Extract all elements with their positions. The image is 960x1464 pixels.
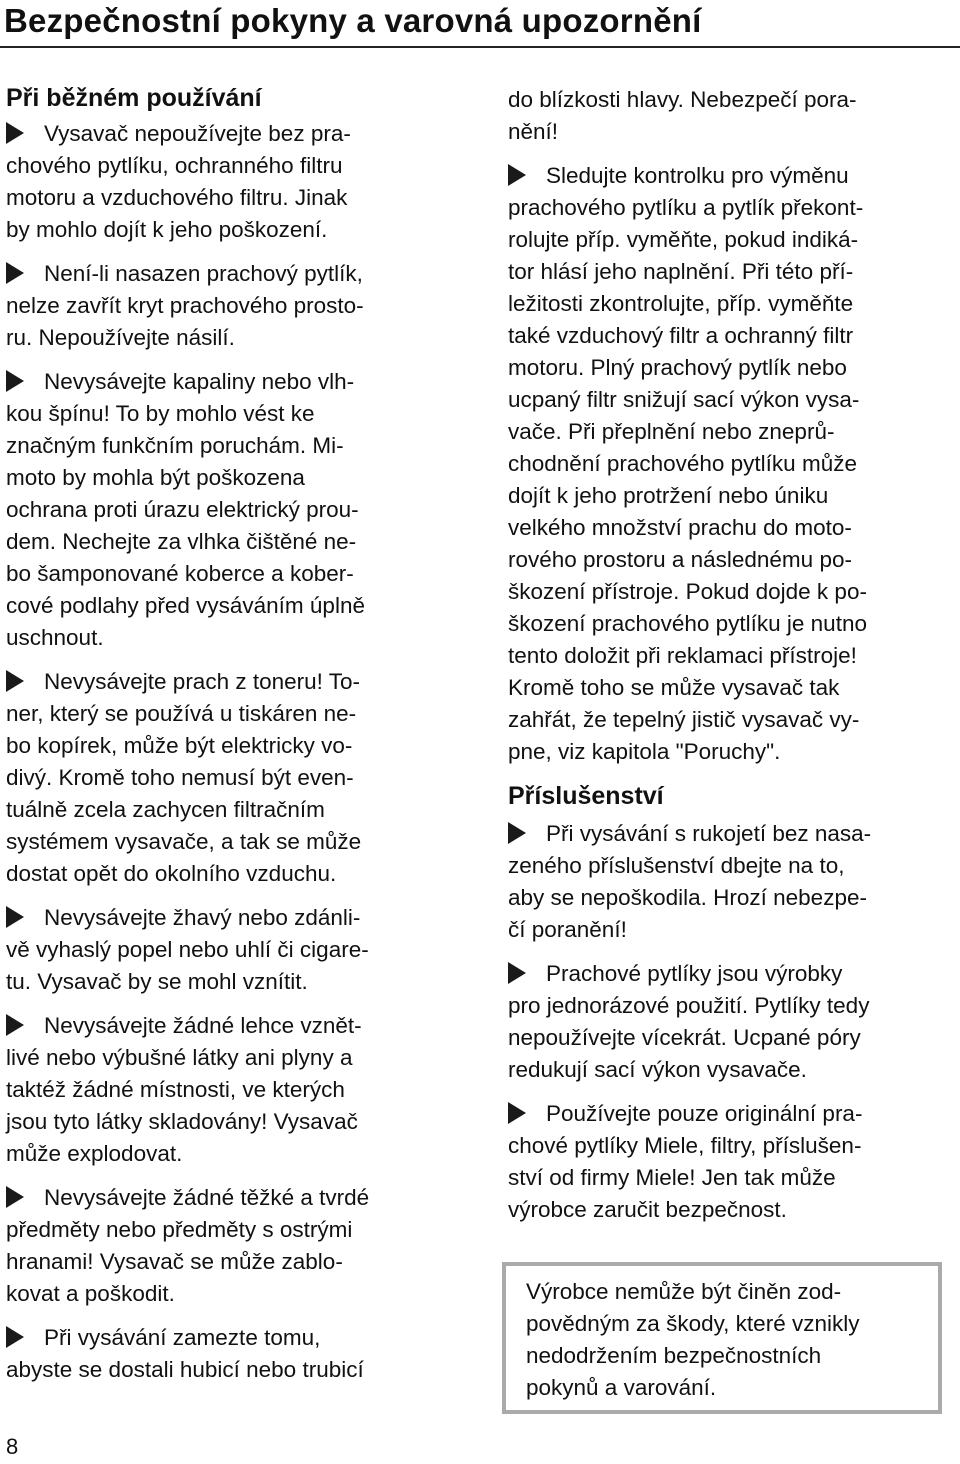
text-line <box>6 430 458 462</box>
text-line-content: bo šamponované koberce a kober- <box>6 561 354 586</box>
text-line-content: dojít k jeho protržení nebo úniku <box>508 483 829 508</box>
text-line-content: motoru a vzduchového filtru. Jinak <box>6 185 348 210</box>
text-line <box>6 322 458 354</box>
section-heading-normal-use: Při běžném používání <box>6 84 262 112</box>
text-line <box>508 958 948 990</box>
text-line <box>6 494 458 526</box>
text-line-content: prachového pytlíku a pytlík překont- <box>508 195 864 220</box>
bullet-triangle-icon <box>508 962 526 984</box>
text-line <box>6 558 458 590</box>
text-line <box>508 544 948 576</box>
text-line-content: Nevysávejte prach z toneru! To- <box>44 669 360 694</box>
text-line <box>6 666 458 698</box>
text-line <box>6 730 458 762</box>
text-line-content: nelze zavřít kryt prachového prosto- <box>6 293 364 318</box>
text-line <box>6 258 458 290</box>
page-number: 8 <box>6 1434 19 1459</box>
section-heading-accessories: Příslušenství <box>508 782 664 810</box>
text-line-content: výrobce zaručit bezpečnost. <box>508 1197 787 1222</box>
text-line-content: pne, viz kapitola "Poruchy". <box>508 739 781 764</box>
text-line <box>6 1278 458 1310</box>
bullet-paragraph <box>6 666 458 890</box>
text-line-content: taktéž žádné místnosti, ve kterých <box>6 1077 345 1102</box>
text-line <box>508 736 948 768</box>
text-line-content: by mohlo dojít k jeho poškození. <box>6 217 328 242</box>
text-line-content: ležitosti zkontrolujte, příp. vyměňte <box>508 291 854 316</box>
bullet-triangle-icon <box>508 164 526 186</box>
bullet-triangle-icon <box>6 670 24 692</box>
text-line <box>6 1182 458 1214</box>
text-line <box>508 1130 948 1162</box>
text-line <box>508 352 948 384</box>
text-line <box>508 384 948 416</box>
title-divider <box>0 46 960 48</box>
text-line-content: abyste se dostali hubicí nebo trubicí <box>6 1357 364 1382</box>
bullet-paragraph <box>6 1010 458 1170</box>
text-line <box>6 150 458 182</box>
left-paragraph-list <box>6 118 458 1386</box>
bullet-triangle-icon <box>6 262 24 284</box>
text-line <box>6 1214 458 1246</box>
text-line <box>6 698 458 730</box>
bullet-paragraph <box>508 958 948 1086</box>
text-line <box>6 462 458 494</box>
text-line <box>508 320 948 352</box>
bullet-paragraph <box>6 258 458 354</box>
text-line-content: dostat opět do okolního vzduchu. <box>6 861 337 886</box>
text-line <box>508 576 948 608</box>
text-line-content: dem. Nechejte za vlhka čištěné ne- <box>6 529 357 554</box>
text-line-content: vě vyhaslý popel nebo uhlí či cigare- <box>6 937 369 962</box>
text-line <box>508 990 948 1022</box>
text-line <box>508 914 948 946</box>
right-paragraph-list <box>508 160 948 768</box>
text-line <box>6 794 458 826</box>
text-line-content: ochrana proti úrazu elektrický prou- <box>6 497 359 522</box>
bullet-triangle-icon <box>6 1326 24 1348</box>
text-line <box>6 118 458 150</box>
text-line <box>508 288 948 320</box>
text-line-content: škození přístroje. Pokud dojde k po- <box>508 579 867 604</box>
text-line-content: Sledujte kontrolku pro výměnu <box>546 163 849 188</box>
text-line <box>508 1162 948 1194</box>
text-line-content: Nevysávejte žádné těžké a tvrdé <box>44 1185 370 1210</box>
text-line <box>508 192 948 224</box>
text-line <box>508 850 948 882</box>
bullet-triangle-icon <box>6 370 24 392</box>
text-line-content: motoru. Plný prachový pytlík nebo <box>508 355 847 380</box>
text-line-content: Při vysávání zamezte tomu, <box>44 1325 321 1350</box>
bullet-triangle-icon <box>508 1102 526 1124</box>
text-line <box>508 416 948 448</box>
text-line <box>508 608 948 640</box>
text-line-content: kovat a poškodit. <box>6 1281 175 1306</box>
text-line-content: Nevysávejte žhavý nebo zdánli- <box>44 905 361 930</box>
text-line-content: ru. Nepoužívejte násilí. <box>6 325 235 350</box>
text-line-content: Není-li nasazen prachový pytlík, <box>44 261 363 286</box>
text-line <box>508 1054 948 1086</box>
text-line <box>508 640 948 672</box>
text-line <box>6 1106 458 1138</box>
text-line-content: Při vysávání s rukojetí bez nasa- <box>546 821 872 846</box>
text-line-content: Vysavač nepoužívejte bez pra- <box>44 121 351 146</box>
text-line <box>6 1138 458 1170</box>
text-line-content: chového pytlíku, ochranného filtru <box>6 153 343 178</box>
page-title: Bezpečnostní pokyny a varovná upozornění <box>4 2 702 39</box>
text-line-content: hranami! Vysavač se může zablo- <box>6 1249 343 1274</box>
text-line <box>6 1354 458 1386</box>
bullet-paragraph <box>508 1098 948 1226</box>
text-line <box>6 1322 458 1354</box>
text-line <box>508 224 948 256</box>
text-line <box>508 512 948 544</box>
text-line: povědným za škody, které vznikly <box>526 1311 860 1336</box>
text-line-content: redukují sací výkon vysavače. <box>508 1057 807 1082</box>
text-line <box>508 1194 948 1226</box>
text-line <box>6 398 458 430</box>
text-line <box>508 818 948 850</box>
text-line <box>6 762 458 794</box>
text-line-content: ner, který se používá u tiskáren ne- <box>6 701 357 726</box>
text-line-content: divý. Kromě toho nemusí být even- <box>6 765 354 790</box>
text-line-content: značným funkčním poruchám. Mi- <box>6 433 344 458</box>
continued-paragraph <box>508 84 948 148</box>
text-line <box>508 704 948 736</box>
text-line-content: tu. Vysavač by se mohl vznítit. <box>6 969 308 994</box>
text-line <box>6 622 458 654</box>
text-line <box>6 290 458 322</box>
text-line-content: předměty nebo předměty s ostrými <box>6 1217 353 1242</box>
text-line-content: může explodovat. <box>6 1141 183 1166</box>
bullet-paragraph <box>508 160 948 768</box>
text-line: Výrobce nemůže být činěn zod- <box>526 1279 842 1304</box>
text-line <box>6 214 458 246</box>
text-line <box>6 1010 458 1042</box>
bullet-triangle-icon <box>6 1014 24 1036</box>
left-column <box>6 80 458 1398</box>
text-line <box>6 902 458 934</box>
bullet-paragraph <box>6 366 458 654</box>
text-line-content: chodnění prachového pytlíku může <box>508 451 857 476</box>
text-line-content: Prachové pytlíky jsou výrobky <box>546 961 843 986</box>
text-line-content: velkého množství prachu do moto- <box>508 515 852 540</box>
text-line <box>6 590 458 622</box>
text-line-content: chové pytlíky Miele, filtry, příslušen- <box>508 1133 862 1158</box>
text-line-content: aby se nepoškodila. Hrozí nebezpe- <box>508 885 867 910</box>
liability-notice-box <box>502 1262 942 1414</box>
bullet-paragraph <box>508 818 948 946</box>
text-line-content: Nevysávejte kapaliny nebo vlh- <box>44 369 355 394</box>
bullet-triangle-icon <box>6 122 24 144</box>
text-line-content: kou špínu! To by mohlo vést ke <box>6 401 315 426</box>
text-line <box>6 966 458 998</box>
text-line-content: ucpaný filtr snižují sací výkon vysa- <box>508 387 860 412</box>
text-line-content: zahřát, že tepelný jistič vysavač vy- <box>508 707 860 732</box>
text-line-content: Kromě toho se může vysavač tak <box>508 675 840 700</box>
right-column <box>508 80 948 1238</box>
text-line-content: livé nebo výbušné látky ani plyny a <box>6 1045 353 1070</box>
text-line <box>6 1246 458 1278</box>
text-line <box>6 366 458 398</box>
text-line <box>6 826 458 858</box>
bullet-triangle-icon <box>6 1186 24 1208</box>
text-line <box>6 934 458 966</box>
text-line-content: nepoužívejte vícekrát. Ucpané póry <box>508 1025 861 1050</box>
text-line-content: rolujte příp. vyměňte, pokud indiká- <box>508 227 859 252</box>
text-line-content: jsou tyto látky skladovány! Vysavač <box>6 1109 358 1134</box>
text-line-content: bo kopírek, může být elektricky vo- <box>6 733 353 758</box>
text-line <box>508 672 948 704</box>
text-line: do blízkosti hlavy. Nebezpečí pora- <box>508 87 857 112</box>
text-line-content: ství od firmy Miele! Jen tak může <box>508 1165 836 1190</box>
bullet-paragraph <box>6 902 458 998</box>
text-line-content: rového prostoru a následnému po- <box>508 547 852 572</box>
text-line-content: tor hlásí jeho naplnění. Při této pří- <box>508 259 854 284</box>
text-line-content: tuálně zcela zachycen filtračním <box>6 797 325 822</box>
text-line <box>508 256 948 288</box>
text-line <box>6 858 458 890</box>
text-line <box>508 448 948 480</box>
text-line: pokynů a varování. <box>526 1375 717 1400</box>
text-line <box>508 1098 948 1130</box>
text-line-content: Používejte pouze originální pra- <box>546 1101 863 1126</box>
text-line <box>508 1022 948 1054</box>
text-line <box>6 182 458 214</box>
bullet-triangle-icon <box>508 822 526 844</box>
text-line <box>508 882 948 914</box>
text-line-content: zeného příslušenství dbejte na to, <box>508 853 845 878</box>
text-line-content: pro jednorázové použití. Pytlíky tedy <box>508 993 870 1018</box>
text-line-content: cové podlahy před vysáváním úplně <box>6 593 365 618</box>
text-line <box>6 1074 458 1106</box>
bullet-paragraph <box>6 1182 458 1310</box>
text-line <box>508 160 948 192</box>
accessories-paragraph-list <box>508 818 948 1226</box>
bullet-triangle-icon <box>6 906 24 928</box>
bullet-paragraph <box>6 1322 458 1386</box>
text-line: nění! <box>508 119 559 144</box>
text-line-content: uschnout. <box>6 625 104 650</box>
text-line-content: tento doložit při reklamaci přístroje! <box>508 643 857 668</box>
text-line-content: také vzduchový filtr a ochranný filtr <box>508 323 854 348</box>
text-line-content: systémem vysavače, a tak se může <box>6 829 362 854</box>
text-line <box>6 1042 458 1074</box>
text-line-content: čí poranění! <box>508 917 627 942</box>
text-line <box>6 526 458 558</box>
text-line: nedodržením bezpečnostních <box>526 1343 822 1368</box>
text-line-content: moto by mohla být poškozena <box>6 465 305 490</box>
bullet-paragraph <box>6 118 458 246</box>
text-line-content: Nevysávejte žádné lehce vznět- <box>44 1013 362 1038</box>
text-line <box>508 480 948 512</box>
text-line-content: škození prachového pytlíku je nutno <box>508 611 867 636</box>
text-line-content: vače. Při přeplnění nebo zneprů- <box>508 419 835 444</box>
